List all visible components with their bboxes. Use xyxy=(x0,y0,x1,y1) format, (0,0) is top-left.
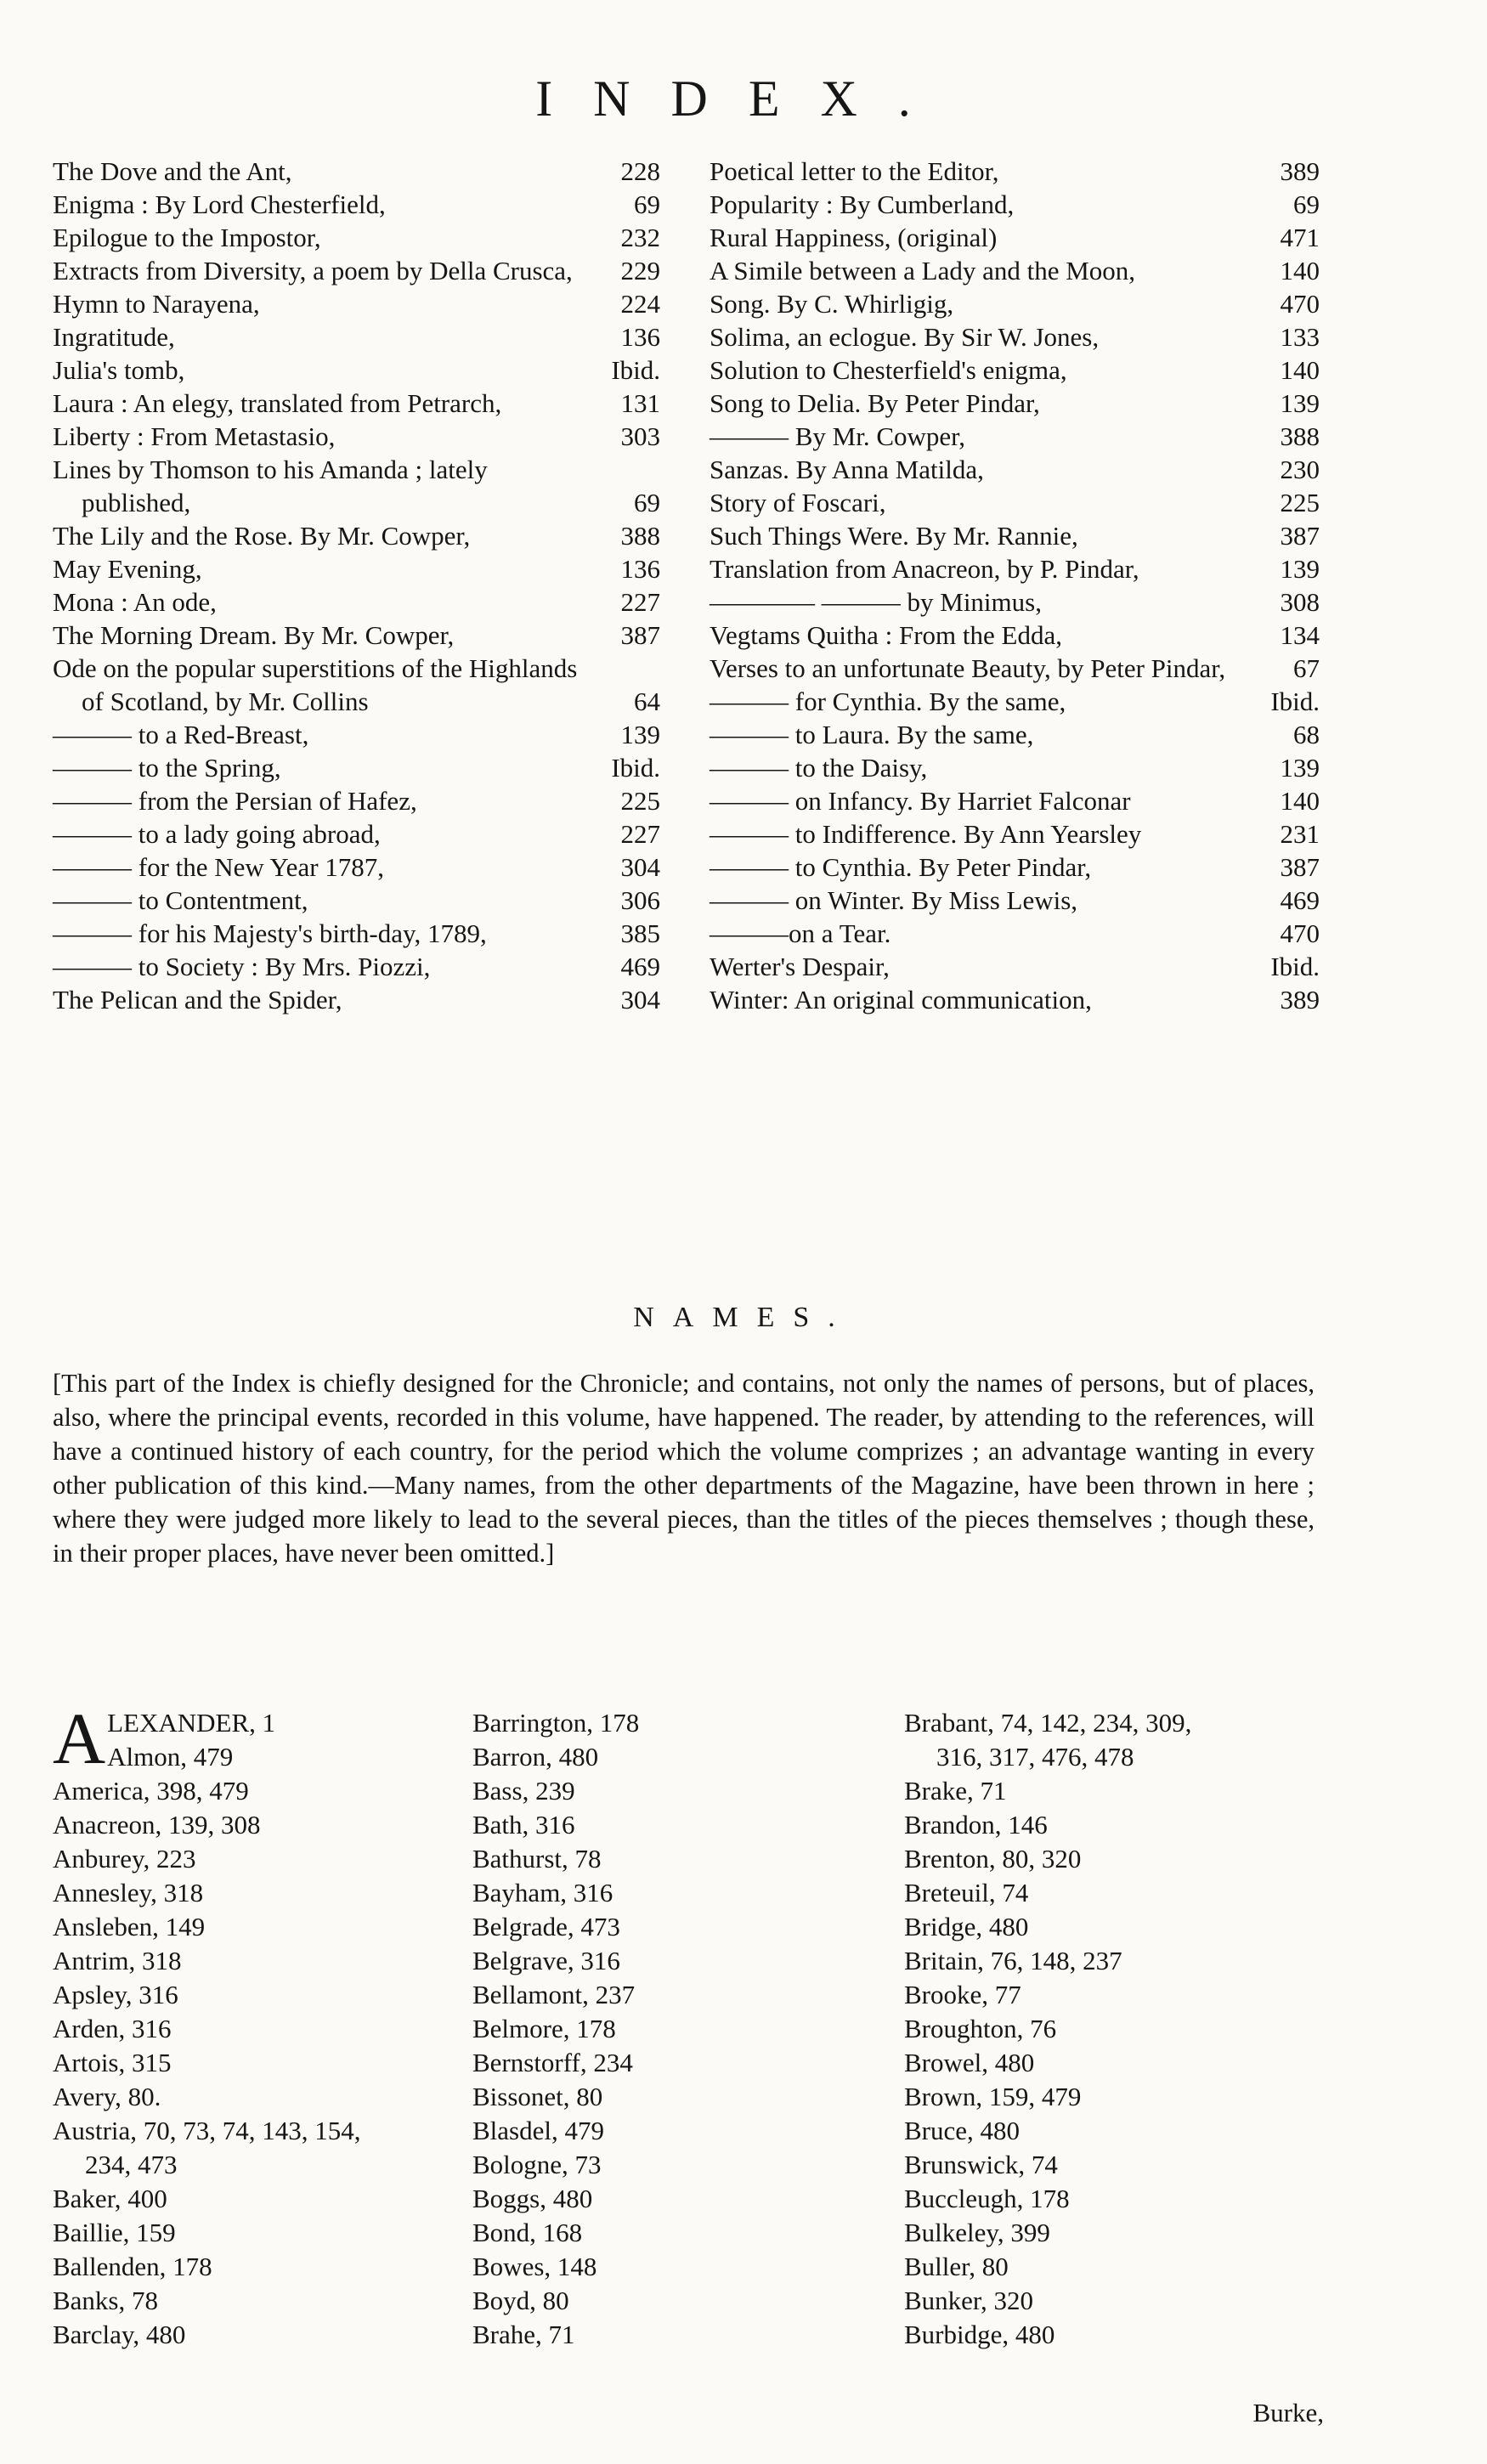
entry-title: Story of Foscari, xyxy=(710,488,886,517)
entry-page: 306 xyxy=(620,885,660,915)
name-entry xyxy=(472,1842,872,1876)
entry-title: ——— for Cynthia. By the same, xyxy=(710,687,1066,716)
entry-page: 225 xyxy=(1280,488,1320,517)
name-text: America, 398, 479 xyxy=(53,1776,249,1806)
index-entry xyxy=(710,420,1320,453)
entry-title: Solution to Chesterfield's enigma, xyxy=(710,355,1067,385)
name-text: Brake, 71 xyxy=(904,1776,1007,1806)
index-entry xyxy=(53,353,660,387)
name-text: 316, 317, 476, 478 xyxy=(936,1742,1134,1772)
name-text: Bowes, 148 xyxy=(472,2252,597,2281)
name-entry xyxy=(472,2114,872,2148)
name-entry xyxy=(904,1740,1329,1774)
entry-page: 385 xyxy=(620,918,660,948)
name-text: Bayham, 316 xyxy=(472,1878,613,1907)
entry-page: 139 xyxy=(1280,554,1320,584)
name-entry xyxy=(904,2250,1329,2284)
name-text: Bass, 239 xyxy=(472,1776,575,1806)
entry-title: Extracts from Diversity, a poem by Della Crusca, xyxy=(53,256,573,285)
entry-page: 227 xyxy=(620,587,660,617)
name-entry xyxy=(472,2182,872,2216)
entry-title: ——— to Indifference. By Ann Yearsley xyxy=(710,819,1142,849)
entry-title: May Evening, xyxy=(53,554,202,584)
name-entry xyxy=(472,1944,872,1978)
name-entry xyxy=(472,2318,872,2352)
entry-title: Laura : An elegy, translated from Petrarch, xyxy=(53,388,502,418)
name-text: Barrington, 178 xyxy=(472,1708,640,1738)
index-entry xyxy=(53,585,660,619)
index-entry xyxy=(53,320,660,353)
names-column-1 xyxy=(53,1698,452,2352)
entry-title: The Lily and the Rose. By Mr. Cowper, xyxy=(53,521,471,551)
name-entry xyxy=(53,1740,452,1774)
name-entry xyxy=(472,1978,872,2012)
name-entry xyxy=(53,1842,452,1876)
index-entry xyxy=(53,453,660,519)
name-entry xyxy=(904,1978,1329,2012)
entry-title: ——— on Infancy. By Harriet Falconar xyxy=(710,786,1131,816)
name-entry xyxy=(472,1740,872,1774)
entry-title: ———on a Tear. xyxy=(710,918,891,948)
entry-page: 133 xyxy=(1280,322,1320,352)
name-entry xyxy=(53,2046,452,2080)
entry-page: 136 xyxy=(620,554,660,584)
index-entry xyxy=(53,287,660,320)
names-column-3 xyxy=(904,1706,1329,2352)
name-text: Buccleugh, 178 xyxy=(904,2184,1070,2213)
name-text: Barclay, 480 xyxy=(53,2320,186,2349)
index-entry xyxy=(53,983,660,1016)
name-text: Belmore, 178 xyxy=(472,2014,616,2043)
entry-title: Such Things Were. By Mr. Rannie, xyxy=(710,521,1078,551)
name-text: Almon, 479 xyxy=(107,1742,234,1772)
index-entry xyxy=(53,950,660,983)
name-entry xyxy=(53,1774,452,1808)
name-text: Baillie, 159 xyxy=(53,2218,176,2247)
entry-page: 140 xyxy=(1280,355,1320,385)
name-text: Apsley, 316 xyxy=(53,1980,178,2009)
entry-page: 225 xyxy=(620,786,660,816)
entry-title: Ode on the popular superstitions of the Highlands of Scotland, by Mr. Collins xyxy=(53,653,578,716)
name-text: Burbidge, 480 xyxy=(904,2320,1055,2349)
index-entry xyxy=(53,884,660,917)
entry-page: 469 xyxy=(1280,885,1320,915)
entry-title: ——— to the Spring, xyxy=(53,753,281,783)
entry-title: Sanzas. By Anna Matilda, xyxy=(710,455,984,484)
index-entry xyxy=(710,353,1320,387)
name-text: Antrim, 318 xyxy=(53,1946,182,1975)
name-entry xyxy=(53,1876,452,1910)
entry-page: 303 xyxy=(620,421,660,451)
entry-title: Hymn to Narayena, xyxy=(53,289,260,319)
entry-page: 134 xyxy=(1280,620,1320,650)
name-text: Brahe, 71 xyxy=(472,2320,575,2349)
entry-title: Winter: An original communication, xyxy=(710,985,1092,1014)
index-entry xyxy=(710,585,1320,619)
name-text: Britain, 76, 148, 237 xyxy=(904,1946,1122,1975)
name-text: Brenton, 80, 320 xyxy=(904,1844,1082,1873)
entry-title: The Dove and the Ant, xyxy=(53,156,292,186)
entry-title: Ingratitude, xyxy=(53,322,175,352)
name-entry xyxy=(904,2012,1329,2046)
poetry-index-left-column xyxy=(53,155,660,1016)
entry-title: The Pelican and the Spider, xyxy=(53,985,342,1014)
index-entry xyxy=(710,751,1320,784)
name-text: Boyd, 80 xyxy=(472,2286,569,2315)
index-entry xyxy=(710,188,1320,221)
index-entry xyxy=(710,652,1320,685)
name-text: Barron, 480 xyxy=(472,1742,599,1772)
entry-title: ——— By Mr. Cowper, xyxy=(710,421,966,451)
name-entry xyxy=(904,1842,1329,1876)
entry-title: ——— to Society : By Mrs. Piozzi, xyxy=(53,952,431,981)
entry-page: 69 xyxy=(634,189,660,219)
index-entry xyxy=(710,552,1320,585)
entry-page: 139 xyxy=(1280,388,1320,418)
entry-title: ——— from the Persian of Hafez, xyxy=(53,786,417,816)
name-text: LEXANDER, 1 xyxy=(107,1708,276,1738)
name-text: Brabant, 74, 142, 234, 309, xyxy=(904,1708,1192,1738)
index-entry xyxy=(710,983,1320,1016)
index-entry xyxy=(53,652,660,718)
index-entry xyxy=(710,685,1320,718)
entry-page: 64 xyxy=(634,687,660,716)
index-entry xyxy=(710,784,1320,817)
name-entry xyxy=(53,2250,452,2284)
entry-title: ——— on Winter. By Miss Lewis, xyxy=(710,885,1078,915)
entry-page: 469 xyxy=(620,952,660,981)
name-text: Breteuil, 74 xyxy=(904,1878,1029,1907)
index-entry xyxy=(710,917,1320,950)
entry-page: 140 xyxy=(1280,786,1320,816)
entry-title: Liberty : From Metastasio, xyxy=(53,421,336,451)
index-entry xyxy=(53,221,660,254)
entry-title: Mona : An ode, xyxy=(53,587,217,617)
entry-page: Ibid. xyxy=(611,355,660,385)
entry-page: 69 xyxy=(634,488,660,517)
index-entry xyxy=(53,188,660,221)
entry-page: 224 xyxy=(620,289,660,319)
name-text: Ballenden, 178 xyxy=(53,2252,212,2281)
name-entry xyxy=(53,1910,452,1944)
index-entry xyxy=(710,718,1320,751)
name-entry xyxy=(472,2284,872,2318)
names-section-title: NAMES. xyxy=(633,1302,854,1333)
name-entry xyxy=(472,1876,872,1910)
name-text: Browel, 480 xyxy=(904,2048,1035,2077)
index-entry xyxy=(53,851,660,884)
name-entry xyxy=(904,2148,1329,2182)
entry-title: Enigma : By Lord Chesterfield, xyxy=(53,189,386,219)
entry-title: ——— to the Daisy, xyxy=(710,753,928,783)
entry-page: 470 xyxy=(1280,918,1320,948)
name-entry xyxy=(472,2148,872,2182)
name-entry xyxy=(53,2318,452,2352)
entry-title: ——— to Cynthia. By Peter Pindar, xyxy=(710,852,1092,882)
name-entry xyxy=(472,2012,872,2046)
name-text: Bellamont, 237 xyxy=(472,1980,636,2009)
name-text: Ansleben, 149 xyxy=(53,1912,206,1941)
name-entry xyxy=(53,2148,452,2182)
index-entry xyxy=(53,751,660,784)
entry-title: ——— to a lady going abroad, xyxy=(53,819,381,849)
index-entry xyxy=(710,486,1320,519)
entry-title: Translation from Anacreon, by P. Pindar, xyxy=(710,554,1139,584)
name-entry xyxy=(904,2182,1329,2216)
index-entry xyxy=(710,619,1320,652)
entry-title: Poetical letter to the Editor, xyxy=(710,156,999,186)
index-entry xyxy=(710,950,1320,983)
name-text: Annesley, 318 xyxy=(53,1878,204,1907)
entry-page: 140 xyxy=(1280,256,1320,285)
entry-page: 471 xyxy=(1280,223,1320,252)
index-entry xyxy=(710,519,1320,552)
index-entry xyxy=(710,851,1320,884)
name-text: Broughton, 76 xyxy=(904,2014,1057,2043)
name-entry xyxy=(472,1808,872,1842)
name-entry xyxy=(53,2216,452,2250)
name-text: Bologne, 73 xyxy=(472,2150,602,2179)
entry-title: Julia's tomb, xyxy=(53,355,185,385)
name-entry xyxy=(904,2080,1329,2114)
entry-title: ——— to a Red-Breast, xyxy=(53,720,309,749)
name-entry xyxy=(472,1706,872,1740)
name-text: Brunswick, 74 xyxy=(904,2150,1058,2179)
entry-title: A Simile between a Lady and the Moon, xyxy=(710,256,1136,285)
entry-page: 228 xyxy=(620,156,660,186)
name-text: Brooke, 77 xyxy=(904,1980,1021,2009)
entry-title: Song. By C. Whirligig, xyxy=(710,289,954,319)
entry-page: 389 xyxy=(1280,156,1320,186)
poetry-index-right-column xyxy=(710,155,1320,1016)
entry-page: 227 xyxy=(620,819,660,849)
name-entry xyxy=(53,1978,452,2012)
index-entry xyxy=(710,387,1320,420)
name-entry xyxy=(472,2216,872,2250)
entry-page: 387 xyxy=(1280,852,1320,882)
name-entry xyxy=(472,1774,872,1808)
name-text: Bulkeley, 399 xyxy=(904,2218,1050,2247)
entry-page: 387 xyxy=(620,620,660,650)
name-text: Bissonet, 80 xyxy=(472,2082,603,2111)
entry-title: Vegtams Quitha : From the Edda, xyxy=(710,620,1062,650)
entry-title: ——— for the New Year 1787, xyxy=(53,852,385,882)
name-entry xyxy=(904,2216,1329,2250)
names-column-2 xyxy=(472,1706,872,2352)
name-entry xyxy=(53,1944,452,1978)
index-entry xyxy=(53,254,660,287)
name-text: Brandon, 146 xyxy=(904,1810,1048,1840)
drop-cap: A xyxy=(53,1698,106,1779)
entry-page: 229 xyxy=(620,256,660,285)
index-entry xyxy=(710,320,1320,353)
entry-page: Ibid. xyxy=(611,753,660,783)
entry-page: 232 xyxy=(620,223,660,252)
name-text: Brown, 159, 479 xyxy=(904,2082,1082,2111)
name-entry xyxy=(472,1910,872,1944)
entry-title: Rural Happiness, (original) xyxy=(710,223,998,252)
name-text: Blasdel, 479 xyxy=(472,2116,604,2145)
index-entry xyxy=(53,619,660,652)
entry-page: 136 xyxy=(620,322,660,352)
name-text: Bath, 316 xyxy=(472,1810,575,1840)
index-entry xyxy=(710,884,1320,917)
index-entry xyxy=(53,420,660,453)
entry-page: 388 xyxy=(1280,421,1320,451)
entry-title: ———— ——— by Minimus, xyxy=(710,587,1042,617)
entry-page: 388 xyxy=(620,521,660,551)
index-entry xyxy=(710,287,1320,320)
index-entry xyxy=(53,519,660,552)
index-entry xyxy=(710,817,1320,851)
name-entry xyxy=(53,2284,452,2318)
entry-page: 69 xyxy=(1293,189,1320,219)
name-text: Anacreon, 139, 308 xyxy=(53,1810,261,1840)
name-entry xyxy=(904,2318,1329,2352)
name-text: Belgrave, 316 xyxy=(472,1946,620,1975)
name-text: Avery, 80. xyxy=(53,2082,161,2111)
entry-page: 389 xyxy=(1280,985,1320,1014)
index-entry xyxy=(53,784,660,817)
name-entry xyxy=(904,2284,1329,2318)
name-entry xyxy=(904,1910,1329,1944)
name-text: Buller, 80 xyxy=(904,2252,1009,2281)
name-text: Bruce, 480 xyxy=(904,2116,1021,2145)
entry-page: 139 xyxy=(1280,753,1320,783)
index-entry xyxy=(710,221,1320,254)
entry-page: 139 xyxy=(620,720,660,749)
index-entry xyxy=(710,254,1320,287)
entry-title: ——— to Laura. By the same, xyxy=(710,720,1034,749)
page-title: INDEX. xyxy=(535,71,952,127)
entry-page: 131 xyxy=(620,388,660,418)
name-entry xyxy=(904,1876,1329,1910)
index-entry xyxy=(53,917,660,950)
entry-page: 387 xyxy=(1280,521,1320,551)
entry-page: 68 xyxy=(1293,720,1320,749)
name-entry xyxy=(53,2012,452,2046)
name-text: Bernstorff, 234 xyxy=(472,2048,633,2077)
entry-title: Lines by Thomson to his Amanda ; lately published, xyxy=(53,455,488,517)
entry-title: Song to Delia. By Peter Pindar, xyxy=(710,388,1040,418)
entry-title: Solima, an eclogue. By Sir W. Jones, xyxy=(710,322,1100,352)
name-entry xyxy=(904,1706,1329,1740)
name-entry xyxy=(904,2114,1329,2148)
index-entry xyxy=(53,155,660,188)
entry-page: Ibid. xyxy=(1270,687,1320,716)
name-text: Boggs, 480 xyxy=(472,2184,593,2213)
name-entry xyxy=(904,2046,1329,2080)
catchword: Burke, xyxy=(1252,2398,1324,2427)
entry-page: 304 xyxy=(620,852,660,882)
name-entry xyxy=(904,1944,1329,1978)
entry-title: ——— for his Majesty's birth-day, 1789, xyxy=(53,918,487,948)
name-entry xyxy=(904,1808,1329,1842)
index-entry xyxy=(53,552,660,585)
name-entry xyxy=(53,2114,452,2148)
entry-page: 230 xyxy=(1280,455,1320,484)
index-entry xyxy=(710,155,1320,188)
entry-page: 308 xyxy=(1280,587,1320,617)
name-text: Arden, 316 xyxy=(53,2014,172,2043)
name-entry xyxy=(53,2182,452,2216)
name-text: Belgrade, 473 xyxy=(472,1912,620,1941)
entry-page: 470 xyxy=(1280,289,1320,319)
entry-title: Verses to an unfortunate Beauty, by Peter Pindar, xyxy=(710,653,1226,683)
name-text: Anburey, 223 xyxy=(53,1844,196,1873)
name-entry xyxy=(472,2250,872,2284)
entry-title: The Morning Dream. By Mr. Cowper, xyxy=(53,620,455,650)
names-note: [This part of the Index is chiefly designed for the Chronicle; and contains, not only the names of persons, but of places, also, where the principal events, recorded in this volume, have happened. The reader, by attending to the references, will have a continued history of each country, for the period which the volume comprizes ; an advantage wanting in every other publication of this kind.—Many names, from the other departments of the Magazine, have been thrown in here ; where they were judged more likely to lead to the several pieces, than the titles of the pieces themselves ; though these, in their proper places, have never been omitted.] xyxy=(53,1369,1315,1568)
name-entry xyxy=(472,2080,872,2114)
name-entry xyxy=(904,1774,1329,1808)
index-entry xyxy=(53,387,660,420)
index-entry xyxy=(53,718,660,751)
entry-page: 231 xyxy=(1280,819,1320,849)
entry-page: 304 xyxy=(620,985,660,1014)
name-text: Artois, 315 xyxy=(53,2048,172,2077)
entry-title: Werter's Despair, xyxy=(710,952,890,981)
name-entry xyxy=(53,1808,452,1842)
index-entry xyxy=(710,453,1320,486)
entry-title: Epilogue to the Impostor, xyxy=(53,223,321,252)
index-entry xyxy=(53,817,660,851)
name-text: Baker, 400 xyxy=(53,2184,167,2213)
entry-page: Ibid. xyxy=(1270,952,1320,981)
entry-title: ——— to Contentment, xyxy=(53,885,308,915)
name-text: Bunker, 320 xyxy=(904,2286,1034,2315)
entry-page: 67 xyxy=(1293,653,1320,683)
name-text: Banks, 78 xyxy=(53,2286,158,2315)
name-text: Bond, 168 xyxy=(472,2218,583,2247)
name-entry xyxy=(472,2046,872,2080)
name-text: Bridge, 480 xyxy=(904,1912,1029,1941)
name-text: 234, 473 xyxy=(85,2150,178,2179)
name-entry xyxy=(53,2080,452,2114)
entry-title: Popularity : By Cumberland, xyxy=(710,189,1015,219)
name-text: Bathurst, 78 xyxy=(472,1844,602,1873)
name-text: Austria, 70, 73, 74, 143, 154, xyxy=(53,2116,361,2145)
